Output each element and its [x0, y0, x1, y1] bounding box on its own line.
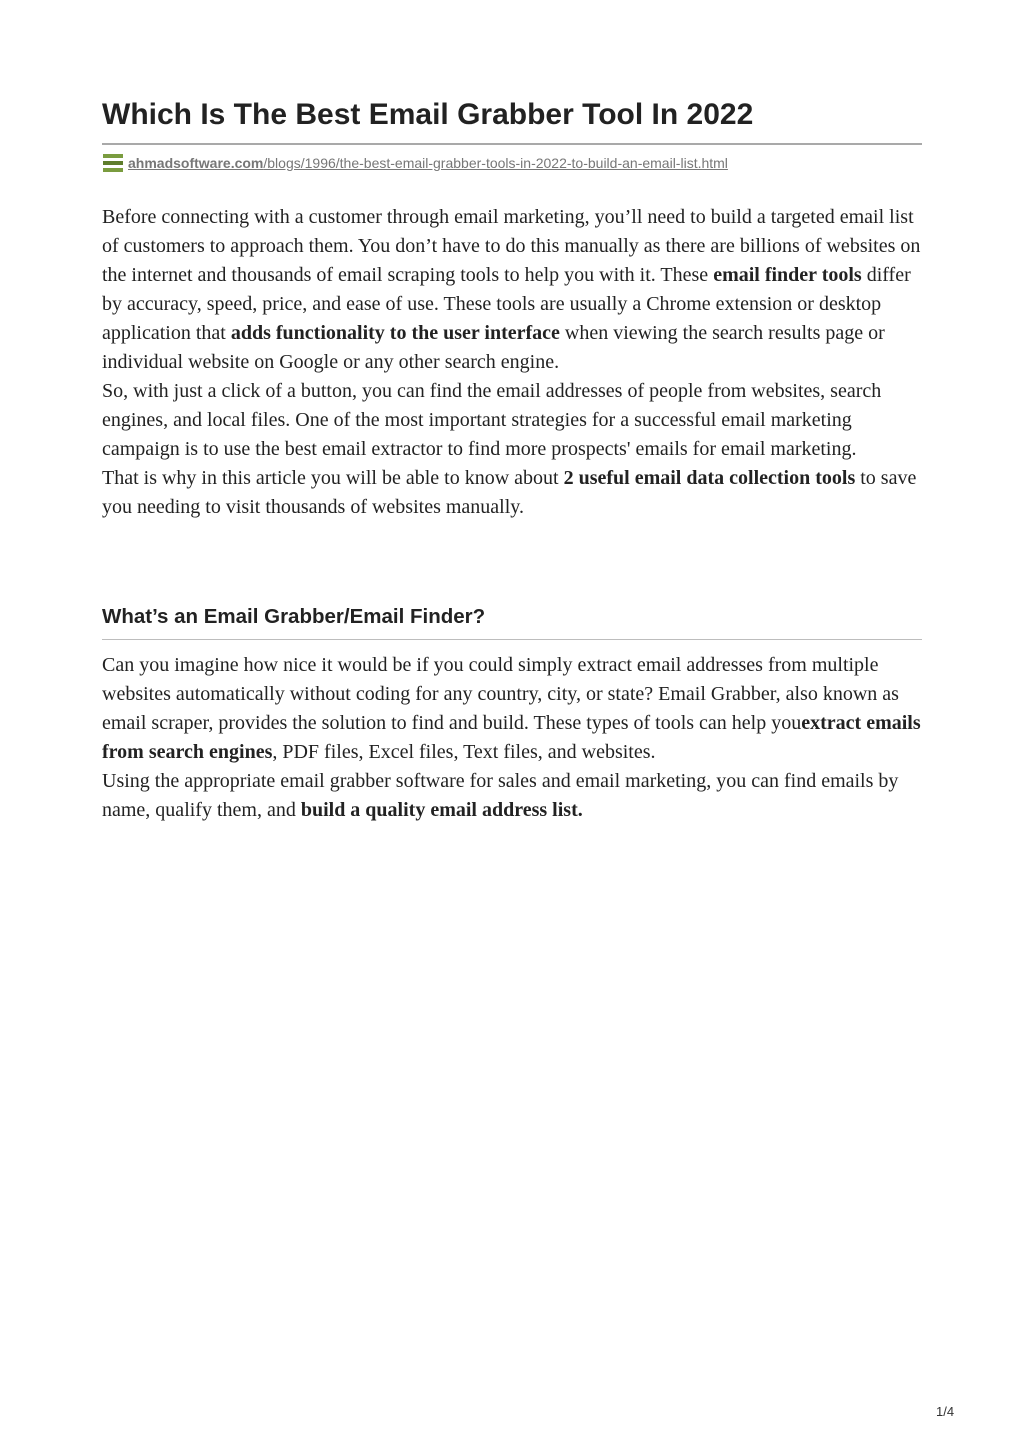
section-divider	[102, 639, 922, 640]
source-host: ahmadsoftware.com	[128, 155, 264, 171]
title-divider	[102, 143, 922, 145]
section-body	[102, 651, 932, 825]
source-line	[102, 151, 922, 175]
site-favicon-icon	[102, 152, 124, 174]
bold-adds-functionality: adds functionality to the user interface	[230, 322, 560, 344]
section-heading: What’s an Email Grabber/Email Finder?	[102, 605, 486, 628]
paragraph-3: That is why in this article you will be able to know about 2 useful email data collection tools to save you needing to visit thousands of websites manually.	[102, 467, 917, 518]
paragraph-1: Before connecting with a customer through email marketing, you’ll need to build a targeted email list of customers to approach them. You don’t have to do this manually as there are billions of websites on the internet and thousands of email scraping tools to help you with it. These email finder tools differ by accuracy, speed, price, and ease of use. These tools are usually a Chrome extension or desktop application that adds functionality to the user interface when viewing the search results page or individual website on Google or any other search engine.	[102, 206, 921, 373]
paragraph-2: So, with just a click of a button, you can find the email addresses of people from websites, search engines, and local files. One of the most important strategies for a successful email marketing campaign is to use the best email extractor to find more prospects' emails for email marketing.	[102, 380, 882, 460]
bold-useful-tools: 2 useful email data collection tools	[563, 467, 856, 489]
bold-build-list: build a quality email address list.	[300, 799, 583, 821]
article-title: Which Is The Best Email Grabber Tool In 2022	[102, 98, 754, 131]
bold-email-finder-tools: email finder tools	[713, 264, 862, 286]
source-path: /blogs/1996/the-best-email-grabber-tools-in-2022-to-build-an-email-list.html	[263, 155, 728, 171]
intro-body	[102, 203, 932, 522]
source-link[interactable]	[128, 155, 728, 171]
bold-extract-emails: extract emails from search engines	[102, 712, 921, 763]
page-number: 1/4	[936, 1404, 955, 1419]
section-paragraph-2: Using the appropriate email grabber software for sales and email marketing, you can find emails by name, qualify them, and build a quality email address list.	[102, 770, 899, 821]
section-paragraph-1: Can you imagine how nice it would be if you could simply extract email addresses from multiple websites automatically without coding for any country, city, or state? Email Grabber, also known as email scraper, provides the solution to find and build. These types of tools can help youextract emails from search engines, PDF files, Excel files, Text files, and websites.	[102, 654, 921, 763]
